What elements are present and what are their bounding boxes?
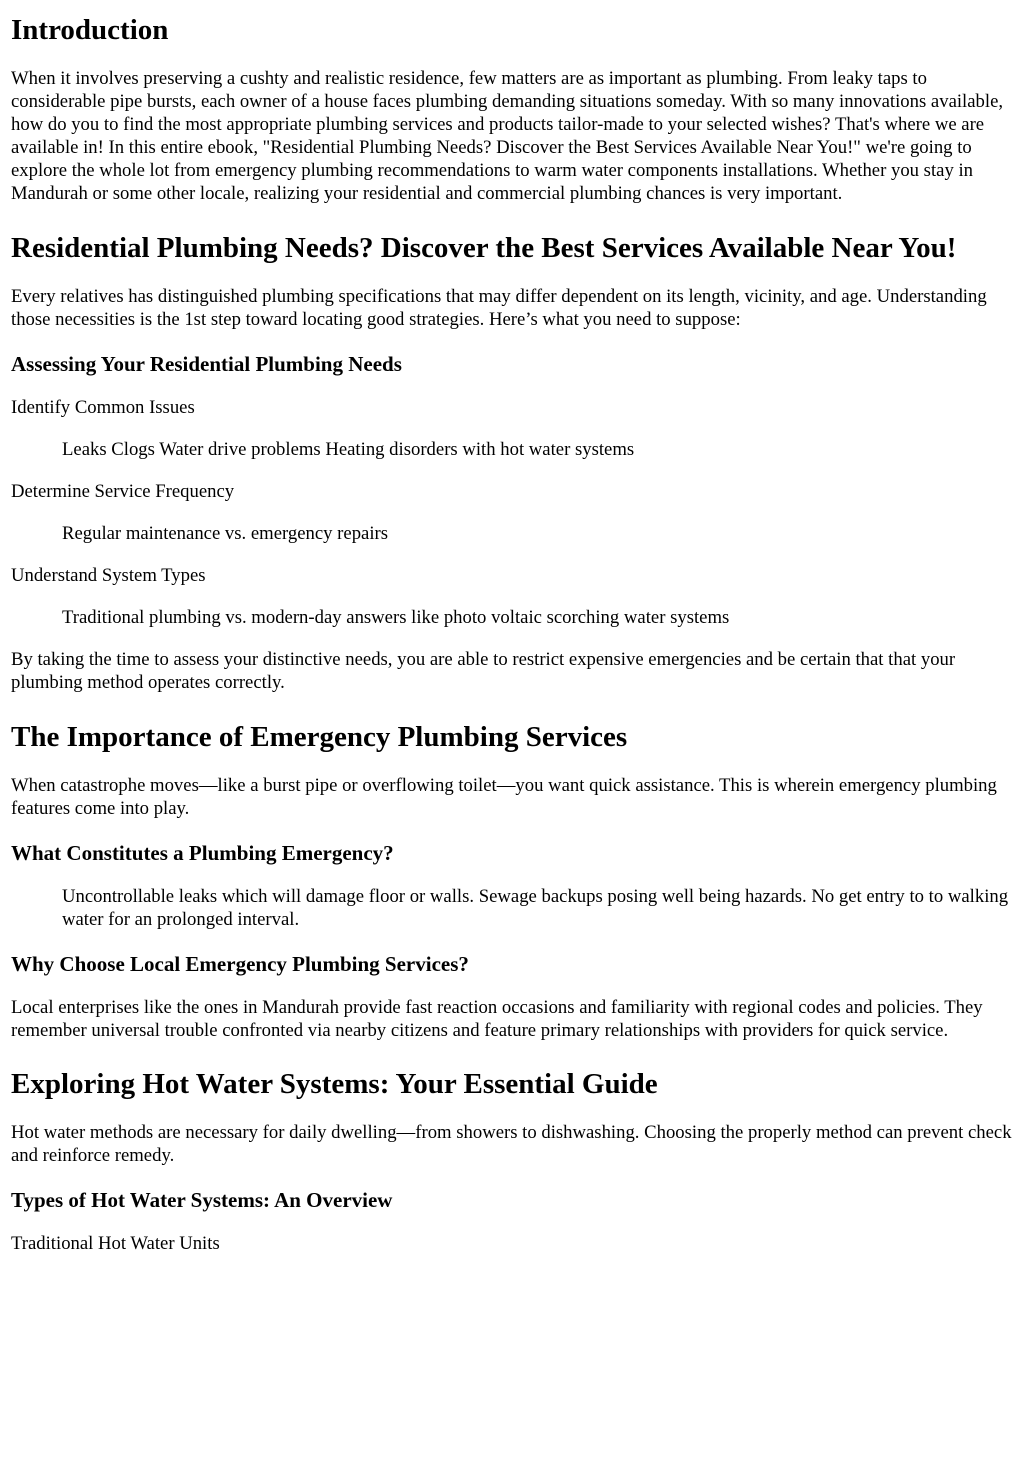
- hot-water-paragraph: Hot water methods are necessary for daily dwelling—from showers to dishwashing. Choosing the properly method can prevent check and reinforce remedy.: [11, 1122, 1012, 1167]
- emergency-what-heading: What Constitutes a Plumbing Emergency?: [11, 840, 394, 865]
- list-item-label: Determine Service Frequency: [11, 480, 235, 502]
- emergency-paragraph: When catastrophe moves—like a burst pipe or overflowing toilet—you want quick assistance. This is wherein emergency plumbing features come into play.: [11, 774, 997, 819]
- hot-water-first-type: Traditional Hot Water Units: [11, 1233, 220, 1255]
- residential-closing: By taking the time to assess your distinctive needs, you are able to restrict expensive emergencies and be certain that that your plumbing method operates correctly.: [11, 649, 956, 694]
- residential-paragraph: Every relatives has distinguished plumbing specifications that may differ dependent on its length, vicinity, and age. Understanding those necessities is the 1st step toward locating good strategies. Here’s what you need to suppose:: [11, 285, 987, 330]
- hot-water-heading: Exploring Hot Water Systems: Your Essential Guide: [11, 1068, 658, 1101]
- intro-heading: Introduction: [11, 14, 169, 46]
- residential-heading: Residential Plumbing Needs? Discover the Best Services Available Near You!: [11, 231, 957, 264]
- article: [0, 12, 1024, 1255]
- emergency-why-paragraph: Local enterprises like the ones in Mandurah provide fast reaction occasions and familiarity with regional codes and policies. They remember universal trouble confronted via nearby citizens and feature primary relationships with providers for quick service.: [11, 996, 983, 1041]
- assess-heading: Assessing Your Residential Plumbing Needs: [11, 351, 402, 376]
- emergency-heading: The Importance of Emergency Plumbing Services: [11, 720, 628, 753]
- emergency-what-detail: Uncontrollable leaks which will damage floor or walls. Sewage backups posing well being hazards. No get entry to to walking water for an prolonged interval.: [62, 885, 1009, 930]
- list-item-detail: Leaks Clogs Water drive problems Heating disorders with hot water systems: [62, 438, 635, 460]
- list-item-label: Understand System Types: [11, 565, 206, 587]
- intro-paragraph: When it involves preserving a cushty and realistic residence, few matters are as important as plumbing. From leaky taps to considerable pipe bursts, each owner of a house faces plumbing demanding situations someday. With so many innovations available, how do you to find the most appropriate plumbing services and products tailor-made to your selected wishes? That's where we are available in! In this entire ebook, "Residential Plumbing Needs? Discover the Best Services Available Near You!" we're going to explore the whole lot from emergency plumbing recommendations to warm water components installations. Whether you stay in Mandurah or some other locale, realizing your residential and commercial plumbing chances is very important.: [11, 68, 1004, 205]
- hot-water-types-heading: Types of Hot Water Systems: An Overview: [11, 1188, 393, 1213]
- list-item-label: Identify Common Issues: [11, 396, 195, 418]
- list-item-detail: Traditional plumbing vs. modern-day answers like photo voltaic scorching water systems: [62, 607, 730, 629]
- list-item-detail: Regular maintenance vs. emergency repairs: [62, 523, 389, 545]
- emergency-why-heading: Why Choose Local Emergency Plumbing Services?: [11, 951, 469, 976]
